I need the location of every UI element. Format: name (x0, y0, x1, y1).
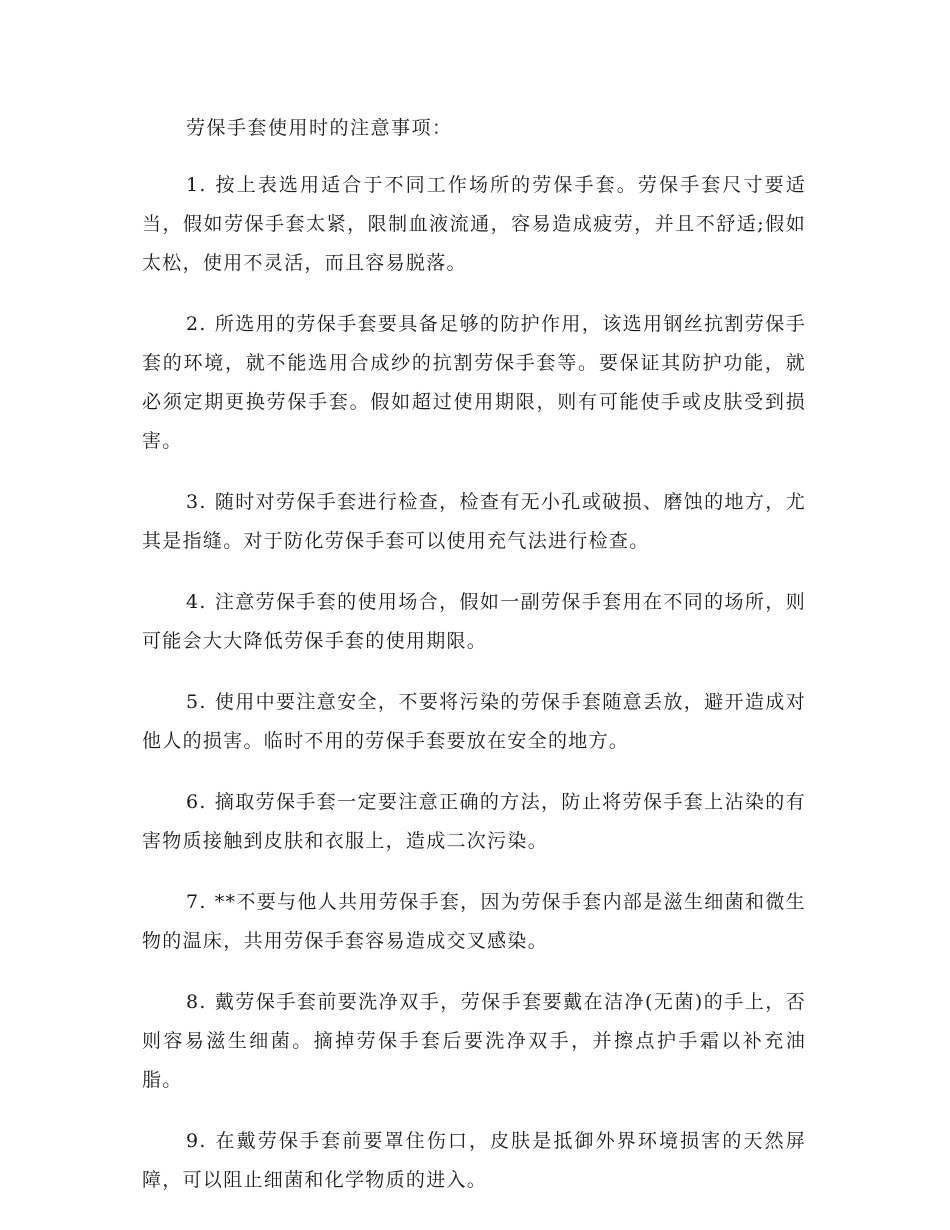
item-number: 6. (186, 791, 207, 813)
item-text: 戴劳保手套前要洗净双手，劳保手套要戴在洁净(无菌)的手上，否则容易滋生细菌。摘掉劳保手套后要洗净双手，并擦点护手霜以补充油脂。 (142, 991, 806, 1091)
document-heading: 劳保手套使用时的注意事项： (186, 117, 453, 139)
list-item (142, 783, 806, 861)
item-text: 在戴劳保手套前要罩住伤口，皮肤是抵御外界环境损害的天然屏障，可以阻止细菌和化学物质的进入。 (142, 1130, 806, 1191)
item-number: 5. (186, 691, 207, 713)
item-number: 9. (186, 1130, 207, 1152)
list-item (142, 305, 806, 461)
list-item (142, 683, 806, 761)
item-text: 摘取劳保手套一定要注意正确的方法，防止将劳保手套上沾染的有害物质接触到皮肤和衣服上，造成二次污染。 (142, 791, 806, 852)
list-item (142, 166, 806, 283)
item-text: 随时对劳保手套进行检查，检查有无小孔或破损、磨蚀的地方，尤其是指缝。对于防化劳保手套可以使用充气法进行检查。 (142, 491, 806, 552)
item-number: 1. (186, 174, 207, 196)
list-item (142, 583, 806, 661)
item-text: 所选用的劳保手套要具备足够的防护作用，该选用钢丝抗割劳保手套的环境，就不能选用合成纱的抗割劳保手套等。要保证其防护功能，就必须定期更换劳保手套。假如超过使用期限，则有可能使手或皮肤受到损害。 (142, 313, 806, 452)
item-number: 2. (186, 313, 207, 335)
item-number: 4. (186, 591, 207, 613)
item-number: 8. (186, 991, 207, 1013)
list-item (142, 483, 806, 561)
list-item (142, 1122, 806, 1200)
item-number: 3. (186, 491, 207, 513)
item-text: 注意劳保手套的使用场合，假如一副劳保手套用在不同的场所，则可能会大大降低劳保手套的使用期限。 (142, 591, 806, 652)
list-item (142, 983, 806, 1100)
item-number: 7. (186, 891, 207, 913)
item-text: 使用中要注意安全，不要将污染的劳保手套随意丢放，避开造成对他人的损害。临时不用的劳保手套要放在安全的地方。 (142, 691, 806, 752)
list-item (142, 883, 806, 961)
item-text: **不要与他人共用劳保手套，因为劳保手套内部是滋生细菌和微生物的温床，共用劳保手套容易造成交叉感染。 (142, 891, 806, 952)
item-text: 按上表选用适合于不同工作场所的劳保手套。劳保手套尺寸要适当，假如劳保手套太紧，限制血液流通，容易造成疲劳，并且不舒适;假如太松，使用不灵活，而且容易脱落。 (142, 174, 806, 274)
document-body (142, 112, 806, 1222)
